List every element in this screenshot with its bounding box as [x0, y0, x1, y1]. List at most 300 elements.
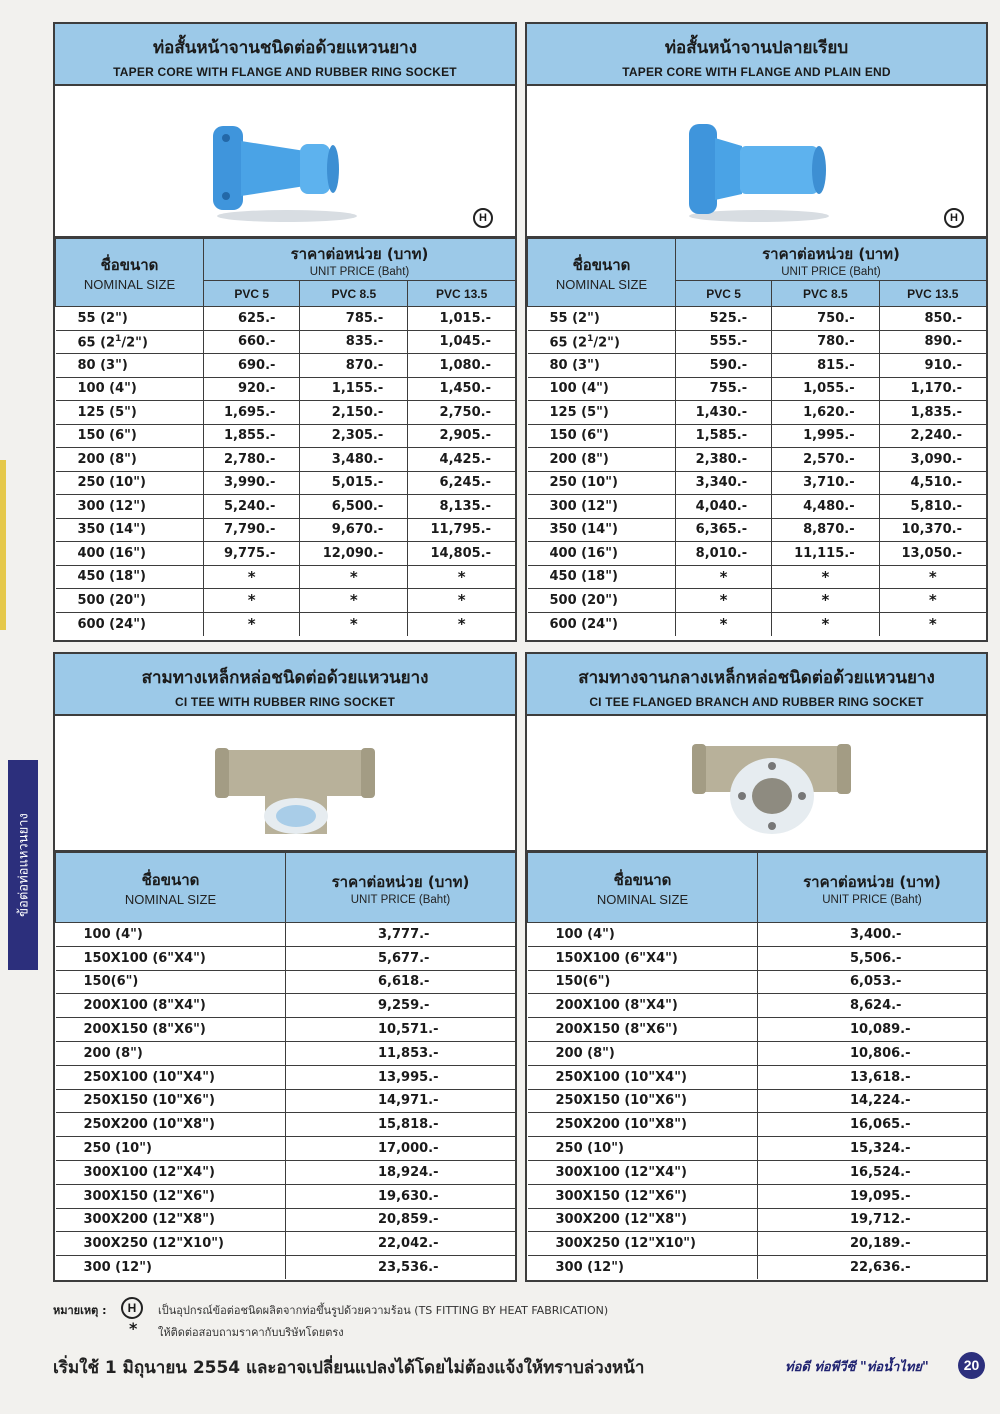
panel-taper-core-rubber-ring	[53, 22, 517, 642]
table-row	[528, 1184, 987, 1208]
price-cell: 6,053.-	[758, 970, 987, 994]
price-cell-p85: 3,480.-	[300, 448, 408, 472]
size-cell: 80 (3")	[56, 354, 204, 378]
price-cell-p85: 9,670.-	[300, 518, 408, 542]
price-cell-p85: 1,155.-	[300, 377, 408, 401]
price-cell-p5: *	[204, 565, 300, 589]
table-row	[528, 377, 987, 401]
price-table	[55, 852, 515, 1279]
price-cell-p85: *	[300, 565, 408, 589]
price-cell-p5: 7,790.-	[204, 518, 300, 542]
price-cell-p5: 1,585.-	[676, 424, 772, 448]
panel-ci-tee-rubber-ring	[53, 652, 517, 1282]
heat-fabrication-note: เป็นอุปกรณ์ข้อต่อชนิดผลิตจากท่อขึ้นรูปด้วยความร้อน (TS FITTING BY HEAT FABRICATION)	[158, 1304, 609, 1317]
price-table	[527, 238, 986, 636]
table-row	[56, 1041, 516, 1065]
panel-title-thai: ท่อสั้นหน้าจานชนิดต่อด้วยแหวนยาง	[152, 38, 418, 58]
product-image-area	[527, 716, 986, 852]
size-cell: 400 (16")	[528, 542, 676, 566]
price-cell-p5: 3,340.-	[676, 471, 772, 495]
panel-title-thai: สามทางเหล็กหล่อชนิดต่อด้วยแหวนยาง	[141, 668, 429, 688]
table-row	[56, 994, 516, 1018]
price-cell: 18,924.-	[286, 1160, 516, 1184]
price-cell-p135: 1,080.-	[408, 354, 515, 378]
price-cell: 6,618.-	[286, 970, 516, 994]
table-row	[56, 1256, 516, 1280]
panel-title-en: TAPER CORE WITH FLANGE AND PLAIN END	[622, 65, 891, 79]
table-row	[56, 946, 516, 970]
side-tab-label: ข้อต่อท่อแหวนยาง	[15, 813, 31, 917]
table-row	[528, 1065, 987, 1089]
flanged-plain-end-taper-core-image	[527, 86, 990, 236]
price-cell-p5: *	[676, 589, 772, 613]
price-cell-p135: 4,425.-	[408, 448, 515, 472]
size-cell: 150X100 (6"X4")	[56, 946, 286, 970]
size-cell: 80 (3")	[528, 354, 676, 378]
price-cell-p135: 13,050.-	[879, 542, 986, 566]
size-cell: 100 (4")	[56, 923, 286, 947]
size-cell: 200 (8")	[56, 448, 204, 472]
price-header-thai: ราคาต่อหน่วย (บาท)	[803, 872, 941, 891]
size-cell: 300X150 (12"X6")	[56, 1184, 286, 1208]
price-cell-p5: *	[204, 589, 300, 613]
notes-section	[53, 1297, 953, 1341]
size-cell: 350 (14")	[528, 518, 676, 542]
table-row	[56, 1065, 516, 1089]
size-cell: 500 (20")	[528, 589, 676, 613]
price-header-thai: ราคาต่อหน่วย (บาท)	[762, 244, 900, 263]
table-row	[56, 518, 516, 542]
size-cell: 250X150 (10"X6")	[528, 1089, 758, 1113]
table-row	[528, 1256, 987, 1280]
price-cell-p85: 4,480.-	[772, 495, 879, 519]
size-cell: 250X100 (10"X4")	[56, 1065, 286, 1089]
price-header-en: UNIT PRICE (Baht)	[309, 265, 410, 278]
table-row	[56, 377, 516, 401]
table-row	[56, 1018, 516, 1042]
price-cell: 11,853.-	[286, 1041, 516, 1065]
table-row	[528, 1041, 987, 1065]
price-cell: 10,089.-	[758, 1018, 987, 1042]
price-cell: 20,189.-	[758, 1232, 987, 1256]
size-header-en: NOMINAL SIZE	[124, 892, 217, 907]
flanged-rubber-ring-taper-core-image	[55, 86, 519, 236]
price-cell-p85: *	[772, 612, 879, 636]
price-cell-p5: 4,040.-	[676, 495, 772, 519]
size-cell: 300 (12")	[56, 1256, 286, 1280]
size-cell: 250 (10")	[528, 471, 676, 495]
table-row	[528, 354, 987, 378]
pvc5-header: PVC 5	[204, 281, 300, 307]
size-cell: 200X100 (8"X4")	[528, 994, 758, 1018]
brand-slogan: ท่อดี ท่อพีวีซี "ท่อน้ำไทย"	[785, 1360, 929, 1375]
price-cell-p85: 780.-	[772, 330, 879, 354]
table-row	[528, 518, 987, 542]
effective-date-note: เริ่มใช้ 1 มิถุนายน 2554 และอาจเปลี่ยนแปลงได้โดยไม่ต้องแจ้งให้ทราบล่วงหน้า	[53, 1358, 645, 1378]
price-cell-p85: 870.-	[300, 354, 408, 378]
price-column-header	[204, 239, 516, 281]
price-cell: 22,042.-	[286, 1232, 516, 1256]
size-cell: 300X250 (12"X10")	[528, 1232, 758, 1256]
price-header-en: UNIT PRICE (Baht)	[781, 265, 881, 278]
price-cell-p135: 8,135.-	[408, 495, 515, 519]
table-row	[56, 448, 516, 472]
price-cell-p85: 2,570.-	[772, 448, 879, 472]
table-row	[56, 612, 516, 636]
price-cell: 14,224.-	[758, 1089, 987, 1113]
table-row	[56, 1113, 516, 1137]
table-row	[528, 307, 987, 331]
table-row	[528, 471, 987, 495]
price-cell-p85: *	[772, 589, 879, 613]
price-cell-p135: 14,805.-	[408, 542, 515, 566]
size-cell: 500 (20")	[56, 589, 204, 613]
notes-label: หมายเหตุ :	[53, 1304, 107, 1317]
pvc135-header: PVC 13.5	[408, 281, 515, 307]
price-cell-p5: 2,780.-	[204, 448, 300, 472]
heat-fabrication-mark-icon: H	[473, 208, 493, 228]
table-row	[528, 401, 987, 425]
price-cell-p5: 1,430.-	[676, 401, 772, 425]
size-cell: 250X200 (10"X8")	[56, 1113, 286, 1137]
table-row	[528, 994, 987, 1018]
price-cell-p135: 1,450.-	[408, 377, 515, 401]
price-cell: 5,506.-	[758, 946, 987, 970]
size-header-en: NOMINAL SIZE	[596, 892, 689, 907]
table-row	[56, 330, 516, 354]
table-row	[528, 589, 987, 613]
price-cell: 17,000.-	[286, 1137, 516, 1161]
price-cell: 14,971.-	[286, 1089, 516, 1113]
section-side-tab	[8, 760, 38, 970]
panel-header	[55, 24, 515, 86]
price-cell-p85: *	[300, 589, 408, 613]
table-row	[528, 1137, 987, 1161]
price-cell-p85: 1,055.-	[772, 377, 879, 401]
price-cell-p85: 6,500.-	[300, 495, 408, 519]
price-column-header	[758, 853, 987, 923]
table-row	[56, 1089, 516, 1113]
price-cell-p5: *	[204, 612, 300, 636]
price-cell: 16,065.-	[758, 1113, 987, 1137]
price-cell-p5: 6,365.-	[676, 518, 772, 542]
price-cell: 13,618.-	[758, 1065, 987, 1089]
size-cell: 300 (12")	[56, 495, 204, 519]
pvc5-header: PVC 5	[676, 281, 772, 307]
price-cell-p85: 12,090.-	[300, 542, 408, 566]
contact-price-note: ให้ติดต่อสอบถามราคากับบริษัทโดยตรง	[158, 1326, 344, 1339]
table-row	[528, 495, 987, 519]
size-cell: 150 (6")	[528, 424, 676, 448]
size-cell: 400 (16")	[56, 542, 204, 566]
price-cell-p5: 625.-	[204, 307, 300, 331]
size-header-en: NOMINAL SIZE	[83, 277, 176, 292]
price-cell-p5: 755.-	[676, 377, 772, 401]
table-row	[528, 946, 987, 970]
table-row	[528, 330, 987, 354]
size-cell: 250 (10")	[528, 1137, 758, 1161]
size-cell: 350 (14")	[56, 518, 204, 542]
table-row	[56, 1184, 516, 1208]
table-row	[56, 923, 516, 947]
table-row	[528, 1208, 987, 1232]
table-row	[528, 542, 987, 566]
price-cell: 19,630.-	[286, 1184, 516, 1208]
price-cell-p135: 890.-	[879, 330, 986, 354]
size-header-thai: ชื่อขนาด	[141, 871, 200, 889]
table-row	[528, 1113, 987, 1137]
price-cell-p135: 10,370.-	[879, 518, 986, 542]
table-row	[56, 589, 516, 613]
price-cell-p135: 11,795.-	[408, 518, 515, 542]
table-row	[528, 565, 987, 589]
size-cell: 100 (4")	[528, 923, 758, 947]
price-cell: 15,818.-	[286, 1113, 516, 1137]
size-cell: 250 (10")	[56, 1137, 286, 1161]
table-row	[528, 424, 987, 448]
table-row	[56, 542, 516, 566]
price-cell: 16,524.-	[758, 1160, 987, 1184]
price-cell-p5: 9,775.-	[204, 542, 300, 566]
price-cell-p135: 1,045.-	[408, 330, 515, 354]
price-cell: 3,400.-	[758, 923, 987, 947]
price-cell: 20,859.-	[286, 1208, 516, 1232]
price-cell-p135: 850.-	[879, 307, 986, 331]
size-cell: 200 (8")	[528, 448, 676, 472]
price-cell-p5: 920.-	[204, 377, 300, 401]
panel-ci-tee-flanged-branch	[525, 652, 988, 1282]
size-column-header	[528, 239, 676, 307]
size-cell: 55 (2")	[528, 307, 676, 331]
table-row	[528, 1018, 987, 1042]
table-row	[56, 307, 516, 331]
price-cell-p135: 1,835.-	[879, 401, 986, 425]
table-row	[528, 1089, 987, 1113]
price-cell-p135: 5,810.-	[879, 495, 986, 519]
price-cell-p5: 1,855.-	[204, 424, 300, 448]
table-row	[56, 401, 516, 425]
size-cell: 250X100 (10"X4")	[528, 1065, 758, 1089]
size-cell: 300X200 (12"X8")	[528, 1208, 758, 1232]
size-cell: 300 (12")	[528, 1256, 758, 1280]
price-cell-p85: 835.-	[300, 330, 408, 354]
size-header-thai: ชื่อขนาด	[100, 256, 159, 274]
price-cell: 15,324.-	[758, 1137, 987, 1161]
size-cell: 300X250 (12"X10")	[56, 1232, 286, 1256]
price-cell-p135: *	[408, 589, 515, 613]
price-cell-p5: 660.-	[204, 330, 300, 354]
panel-header	[527, 24, 986, 86]
size-cell: 250X150 (10"X6")	[56, 1089, 286, 1113]
size-cell: 150 (6")	[56, 424, 204, 448]
page-number: 20	[958, 1352, 985, 1379]
price-header-en: UNIT PRICE (Baht)	[822, 893, 922, 906]
price-cell-p85: 1,620.-	[772, 401, 879, 425]
price-cell: 22,636.-	[850, 1260, 911, 1276]
size-cell: 125 (5")	[56, 401, 204, 425]
price-cell-p135: *	[408, 565, 515, 589]
pvc85-header: PVC 8.5	[772, 281, 879, 307]
table-row	[528, 1232, 987, 1256]
panel-title-thai: ท่อสั้นหน้าจานปลายเรียบ	[664, 38, 849, 58]
size-header-en: NOMINAL SIZE	[555, 277, 648, 292]
size-column-header	[56, 853, 286, 923]
pvc85-header: PVC 8.5	[300, 281, 408, 307]
price-cell-p85: *	[772, 565, 879, 589]
ci-tee-flanged-branch-image	[527, 716, 990, 850]
price-cell: 19,095.-	[758, 1184, 987, 1208]
price-cell: 9,259.-	[286, 994, 516, 1018]
size-cell: 150(6")	[56, 970, 286, 994]
size-cell: 250 (10")	[56, 471, 204, 495]
panel-header	[55, 654, 515, 716]
size-header-thai: ชื่อขนาด	[572, 256, 631, 274]
heat-fabrication-mark-icon: H	[121, 1297, 143, 1319]
price-cell-p135: 1,015.-	[408, 307, 515, 331]
price-cell: 19,712.-	[758, 1208, 987, 1232]
size-cell: 200X100 (8"X4")	[56, 994, 286, 1018]
panel-taper-core-plain-end	[525, 22, 988, 642]
price-cell-p5: 525.-	[676, 307, 772, 331]
size-column-header	[56, 239, 204, 307]
size-cell: 300 (12")	[528, 495, 676, 519]
price-cell-p5: 3,990.-	[204, 471, 300, 495]
price-cell-p135: 1,170.-	[879, 377, 986, 401]
size-cell: 300X150 (12"X6")	[528, 1184, 758, 1208]
price-cell-p85: 11,115.-	[772, 542, 879, 566]
ci-tee-rubber-ring-image	[55, 716, 519, 850]
price-header-en: UNIT PRICE (Baht)	[350, 893, 451, 906]
table-row	[528, 923, 987, 947]
panel-title-en: CI TEE FLANGED BRANCH AND RUBBER RING SOCKET	[589, 695, 924, 709]
size-cell: 300X200 (12"X8")	[56, 1208, 286, 1232]
price-cell-p5: 590.-	[676, 354, 772, 378]
price-cell-p85: 3,710.-	[772, 471, 879, 495]
price-cell-p135: *	[879, 565, 986, 589]
size-cell: 200X150 (8"X6")	[528, 1018, 758, 1042]
price-header-thai: ราคาต่อหน่วย (บาท)	[290, 244, 429, 263]
price-cell-p135: 6,245.-	[408, 471, 515, 495]
price-table	[55, 238, 515, 636]
price-cell-p5: 1,695.-	[204, 401, 300, 425]
price-cell-p135: *	[879, 589, 986, 613]
size-cell: 55 (2")	[56, 307, 204, 331]
table-row	[56, 1160, 516, 1184]
note-heat-fabrication	[53, 1297, 953, 1319]
price-cell-p5: 2,380.-	[676, 448, 772, 472]
price-cell-p85: 815.-	[772, 354, 879, 378]
size-cell: 100 (4")	[56, 377, 204, 401]
price-table	[527, 852, 986, 1279]
size-cell: 250X200 (10"X8")	[528, 1113, 758, 1137]
price-cell-p85: *	[300, 612, 408, 636]
table-row	[56, 1137, 516, 1161]
panel-title-en: CI TEE WITH RUBBER RING SOCKET	[174, 695, 395, 709]
product-image-area	[527, 86, 986, 238]
price-cell-p135: 2,240.-	[879, 424, 986, 448]
price-cell: 10,571.-	[286, 1018, 516, 1042]
table-row	[56, 565, 516, 589]
price-cell: 23,536.-	[378, 1260, 439, 1276]
price-cell-p85: 785.-	[300, 307, 408, 331]
price-cell-p85: 5,015.-	[300, 471, 408, 495]
size-cell: 200X150 (8"X6")	[56, 1018, 286, 1042]
size-cell: 150(6")	[528, 970, 758, 994]
table-row	[56, 424, 516, 448]
table-row	[528, 612, 987, 636]
price-cell-p135: 910.-	[879, 354, 986, 378]
price-header-thai: ราคาต่อหน่วย (บาท)	[331, 872, 470, 891]
price-cell: 3,777.-	[286, 923, 516, 947]
size-cell: 450 (18")	[56, 565, 204, 589]
size-cell: 450 (18")	[528, 565, 676, 589]
product-image-area	[55, 716, 515, 852]
table-row	[528, 970, 987, 994]
size-cell: 600 (24")	[56, 612, 204, 636]
table-row	[56, 354, 516, 378]
table-row	[528, 1160, 987, 1184]
price-cell-p135: 4,510.-	[879, 471, 986, 495]
price-cell: 5,677.-	[286, 946, 516, 970]
size-cell: 600 (24")	[528, 612, 676, 636]
price-cell-p5: *	[676, 565, 772, 589]
size-header-thai: ชื่อขนาด	[613, 871, 672, 889]
price-cell-p5: 690.-	[204, 354, 300, 378]
panel-header	[527, 654, 986, 716]
size-column-header	[528, 853, 758, 923]
size-cell: 200 (8")	[528, 1041, 758, 1065]
size-cell: 125 (5")	[528, 401, 676, 425]
note-contact-price	[53, 1319, 953, 1341]
price-cell: 13,995.-	[286, 1065, 516, 1089]
price-cell-p5: 5,240.-	[204, 495, 300, 519]
table-row	[56, 495, 516, 519]
heat-fabrication-mark-icon: H	[944, 208, 964, 228]
price-cell-p85: 1,995.-	[772, 424, 879, 448]
size-cell: 150X100 (6"X4")	[528, 946, 758, 970]
size-cell: 100 (4")	[528, 377, 676, 401]
price-cell: 10,806.-	[758, 1041, 987, 1065]
size-cell: 300X100 (12"X4")	[56, 1160, 286, 1184]
size-cell: 200 (8")	[56, 1041, 286, 1065]
price-cell-p135: 2,750.-	[408, 401, 515, 425]
price-cell-p5: 8,010.-	[676, 542, 772, 566]
price-cell: 8,624.-	[758, 994, 987, 1018]
price-cell-p135: *	[457, 615, 466, 633]
price-cell-p85: 2,305.-	[300, 424, 408, 448]
price-cell-p5: 555.-	[676, 330, 772, 354]
price-cell-p85: 2,150.-	[300, 401, 408, 425]
price-cell-p135: 3,090.-	[879, 448, 986, 472]
price-column-header	[286, 853, 516, 923]
pvc135-header: PVC 13.5	[879, 281, 986, 307]
panel-title-en: TAPER CORE WITH FLANGE AND RUBBER RING SOCKET	[113, 65, 457, 79]
price-cell-p5: *	[676, 612, 772, 636]
price-cell-p85: 750.-	[772, 307, 879, 331]
price-column-header	[676, 239, 987, 281]
size-cell: 300X100 (12"X4")	[528, 1160, 758, 1184]
product-image-area	[55, 86, 515, 238]
table-row	[56, 471, 516, 495]
size-cell: 65 $(2^1/2")$	[528, 330, 676, 354]
table-row	[528, 448, 987, 472]
panel-title-thai: สามทางจานกลางเหล็กหล่อชนิดต่อด้วยแหวนยาง	[578, 668, 935, 688]
asterisk-icon: *	[129, 1319, 138, 1338]
table-row	[56, 1208, 516, 1232]
table-row	[56, 970, 516, 994]
page-edge-strip	[0, 460, 6, 630]
size-cell: 65 $(2^1/2")$	[56, 330, 204, 354]
